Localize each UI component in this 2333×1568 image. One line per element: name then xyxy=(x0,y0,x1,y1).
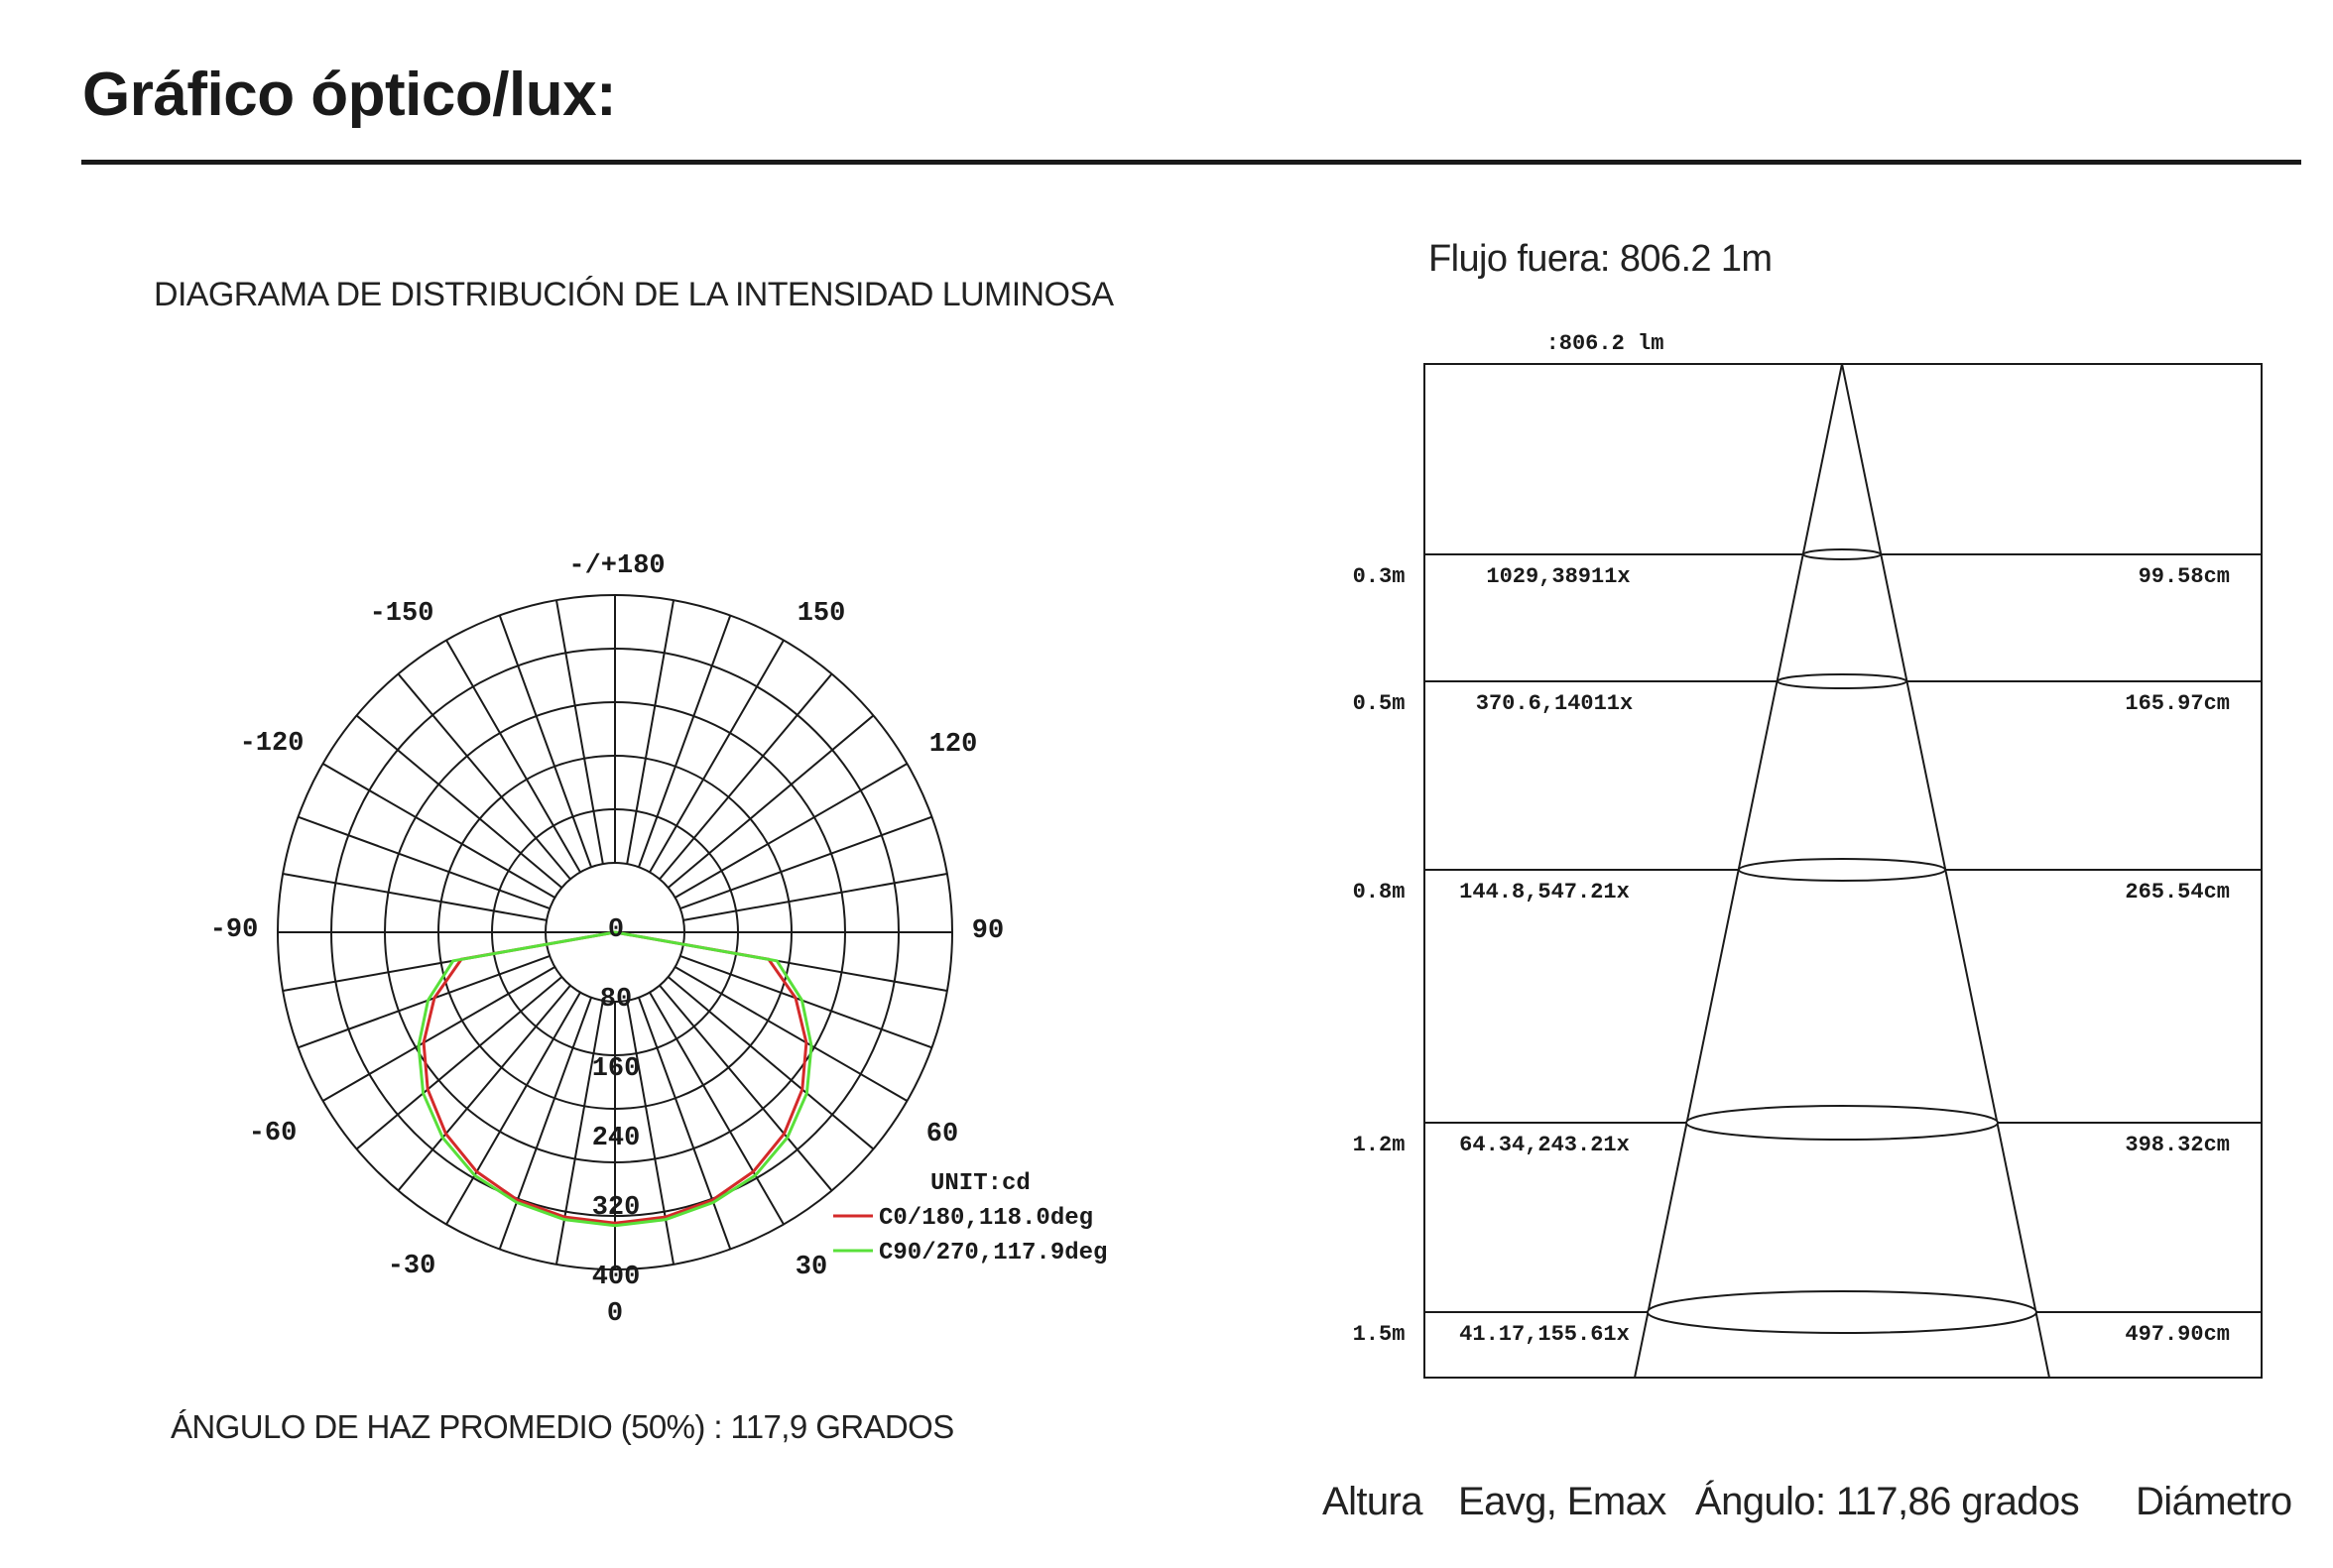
polar-diagram xyxy=(210,551,1108,1329)
polar-spoke xyxy=(680,956,932,1047)
angle-label-0: 0 xyxy=(606,1299,624,1329)
polar-spoke xyxy=(639,616,730,868)
ellipse-0.5m xyxy=(1778,674,1906,688)
cone-row-0.8m xyxy=(1353,880,2230,905)
polar-spoke xyxy=(680,817,932,908)
row-height: 1.5m xyxy=(1352,1322,1406,1347)
row-diameter: 165.97cm xyxy=(2125,691,2230,716)
row-lux: 64.34,243.21x xyxy=(1459,1133,1630,1157)
radial-label-160: 160 xyxy=(591,1054,641,1084)
polar-spoke xyxy=(299,956,551,1047)
angle-label-90: 90 xyxy=(971,916,1005,946)
cone-row-0.3m xyxy=(1353,564,2230,589)
cone-level-lines xyxy=(1424,554,2262,1312)
radial-label-80: 80 xyxy=(599,985,633,1015)
row-height: 0.8m xyxy=(1352,880,1406,905)
polar-unit-label: UNIT:cd xyxy=(930,1170,1031,1197)
row-diameter: 265.54cm xyxy=(2125,880,2230,905)
illuminance-cone-diagram xyxy=(1353,331,2262,1378)
row-diameter: 398.32cm xyxy=(2125,1133,2230,1157)
legend-eavg-emax: Eavg, Emax xyxy=(1458,1480,1666,1523)
page-title: Gráfico óptico/lux: xyxy=(82,60,617,129)
polar-spoke xyxy=(683,874,947,920)
angle-label-60: 60 xyxy=(925,1120,959,1149)
radial-label-320: 320 xyxy=(591,1193,641,1223)
radial-label-0: 0 xyxy=(607,915,625,945)
angle-label-150: 150 xyxy=(797,599,846,629)
cone-ellipses xyxy=(1648,549,2036,1333)
cone-row-0.5m xyxy=(1353,691,2230,716)
ellipse-1.5m xyxy=(1648,1291,2036,1333)
legend-altura: Altura xyxy=(1322,1480,1422,1523)
row-lux: 144.8,547.21x xyxy=(1459,880,1630,905)
ellipse-0.3m xyxy=(1803,549,1881,559)
row-lux: 1029,38911x xyxy=(1486,564,1631,589)
polar-spoke xyxy=(299,817,551,908)
row-height: 0.3m xyxy=(1352,564,1406,589)
polar-spoke xyxy=(283,874,547,920)
ellipse-0.8m xyxy=(1739,859,1945,881)
row-diameter: 99.58cm xyxy=(2138,564,2230,589)
row-height: 1.2m xyxy=(1352,1133,1406,1157)
row-lux: 370.6,14011x xyxy=(1475,691,1634,716)
angle-label-neg30: -30 xyxy=(387,1252,436,1281)
polar-spoke xyxy=(500,616,591,868)
angle-label-30: 30 xyxy=(795,1253,828,1282)
angle-label-180: -/+180 xyxy=(568,551,666,581)
polar-legend xyxy=(833,1170,1107,1266)
flux-heading: Flujo fuera: 806.2 1m xyxy=(1428,238,1773,280)
legend-label-c90: C90/270,117.9deg xyxy=(879,1240,1108,1266)
beam-angle-caption: ÁNGULO DE HAZ PROMEDIO (50%) : 117,9 GRADOS xyxy=(171,1408,954,1445)
row-height: 0.5m xyxy=(1352,691,1406,716)
angle-label-neg120: -120 xyxy=(239,729,305,759)
cone-top-label: :806.2 lm xyxy=(1545,331,1664,356)
row-diameter: 497.90cm xyxy=(2125,1322,2230,1347)
legend-label-c0: C0/180,118.0deg xyxy=(879,1205,1094,1232)
legend-diametro: Diámetro xyxy=(2136,1480,2292,1523)
polar-spoke xyxy=(627,600,674,864)
row-lux: 41.17,155.61x xyxy=(1459,1322,1630,1347)
radial-label-400: 400 xyxy=(591,1263,641,1292)
ellipse-1.2m xyxy=(1686,1106,1998,1140)
angle-label-neg60: -60 xyxy=(248,1119,298,1148)
legend-angulo: Ángulo: 117,86 grados xyxy=(1695,1480,2079,1523)
angle-label-120: 120 xyxy=(928,730,978,760)
radial-label-240: 240 xyxy=(591,1124,641,1153)
angle-label-neg150: -150 xyxy=(369,599,434,629)
polar-diagram-heading: DIAGRAMA DE DISTRIBUCIÓN DE LA INTENSIDAD LUMINOSA xyxy=(154,276,1114,313)
polar-spoke xyxy=(556,600,603,864)
angle-label-neg90: -90 xyxy=(209,915,259,945)
